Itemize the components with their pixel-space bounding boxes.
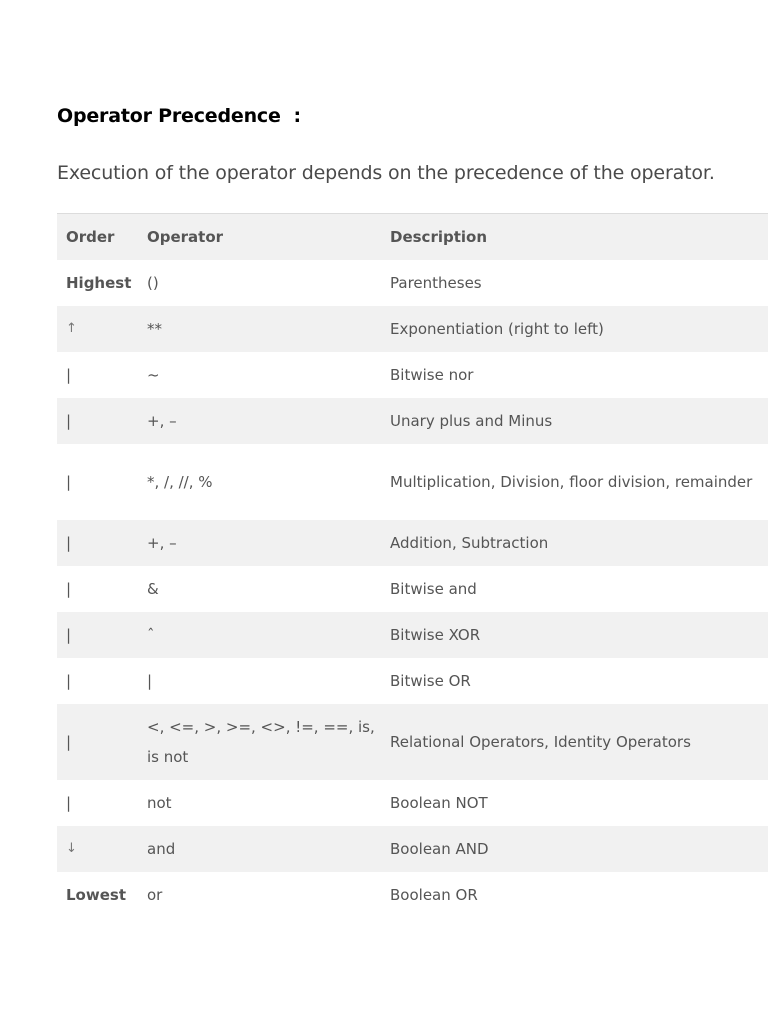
description-cell: Multiplication, Division, floor division, remainder — [390, 473, 753, 491]
description-cell: Parentheses — [390, 274, 482, 292]
description-cell: Boolean AND — [390, 840, 489, 858]
description-cell: Unary plus and Minus — [390, 412, 553, 430]
order-cell: | — [66, 412, 72, 430]
operator-cell: *, /, //, % — [147, 473, 213, 491]
order-cell: | — [66, 580, 72, 598]
intro-paragraph: Execution of the operator depends on the precedence of the operator. — [57, 162, 715, 184]
operator-cell: <, <=, >, >=, <>, !=, ==, is, is not — [147, 718, 375, 766]
table-row — [57, 260, 768, 306]
operator-cell: | — [147, 672, 153, 690]
table-row — [57, 872, 768, 918]
operator-cell: ˆ — [147, 626, 155, 644]
order-cell: | — [66, 366, 72, 384]
operator-cell: ** — [147, 320, 162, 338]
header-description: Description — [390, 228, 488, 246]
table-row — [57, 826, 768, 872]
order-cell: Lowest — [66, 886, 126, 904]
order-cell: | — [66, 473, 72, 491]
order-cell: | — [66, 626, 72, 644]
operator-cell: not — [147, 794, 172, 812]
description-cell: Boolean OR — [390, 886, 478, 904]
description-cell: Bitwise OR — [390, 672, 471, 690]
description-cell: Boolean NOT — [390, 794, 488, 812]
order-cell: | — [66, 672, 72, 690]
operator-cell: ~ — [147, 366, 160, 384]
description-cell: Relational Operators, Identity Operators — [390, 733, 691, 751]
description-cell: Exponentiation (right to left) — [390, 320, 604, 338]
table-row — [57, 612, 768, 658]
precedence-table — [57, 213, 768, 918]
order-cell: ↑ — [66, 321, 77, 336]
table-row — [57, 520, 768, 566]
description-cell: Bitwise nor — [390, 366, 474, 384]
table-row — [57, 658, 768, 704]
table-row — [57, 352, 768, 398]
operator-cell: +, – — [147, 534, 177, 552]
order-cell: | — [66, 733, 72, 751]
operator-cell: & — [147, 580, 159, 598]
operator-cell: () — [147, 274, 159, 292]
description-cell: Addition, Subtraction — [390, 534, 549, 552]
order-cell: | — [66, 794, 72, 812]
operator-cell: or — [147, 886, 163, 904]
table-row — [57, 566, 768, 612]
order-cell: | — [66, 534, 72, 552]
header-order: Order — [66, 228, 115, 246]
table-row — [57, 704, 768, 780]
operator-cell: +, – — [147, 412, 177, 430]
table-row — [57, 444, 768, 520]
order-cell: ↓ — [66, 841, 77, 856]
table-header-row — [57, 214, 768, 260]
table-row — [57, 780, 768, 826]
description-cell: Bitwise and — [390, 580, 477, 598]
table-row — [57, 398, 768, 444]
order-cell: Highest — [66, 274, 132, 292]
header-operator: Operator — [147, 228, 224, 246]
table-row — [57, 306, 768, 352]
description-cell: Bitwise XOR — [390, 626, 481, 644]
operator-cell: and — [147, 840, 176, 858]
section-heading: Operator Precedence : — [57, 105, 301, 127]
